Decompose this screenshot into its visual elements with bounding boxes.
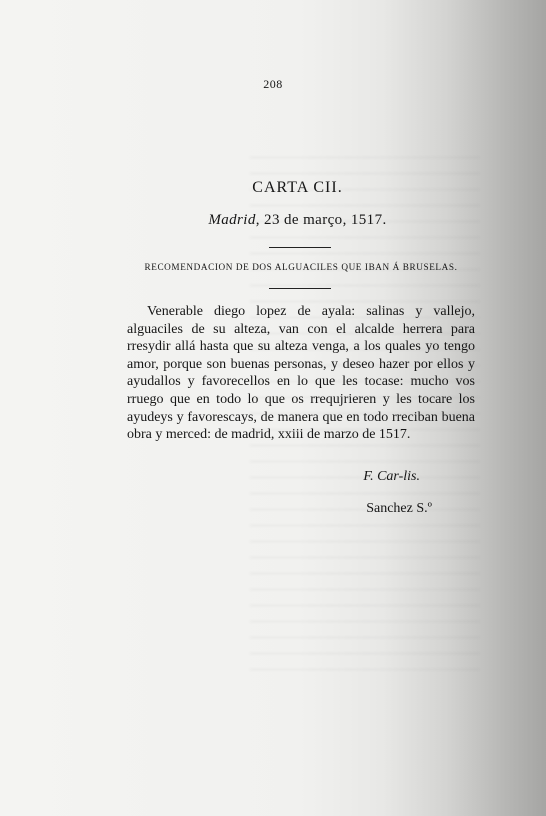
signature: F. Car-lis. [363, 469, 420, 484]
dateline-place: Madrid [208, 212, 256, 228]
dateline [0, 212, 546, 229]
divider-bottom [269, 288, 331, 289]
letter-summary: RECOMENDACION DE DOS ALGUACILES QUE IBAN Á BRUSELAS. [144, 262, 458, 272]
letter-title: CARTA CII. [252, 179, 343, 196]
letter-body: Venerable diego lopez de ayala: salinas y vallejo, alguaciles de su alteza, van con el alcalde herrera para rresydir allá hasta que su alteza venga, a los quales yo tengo amor, porque son buenas personas, y deseo hazer por ellos y ayudallos y favorecellos en lo que les tocase: mucho vos rruego que en todo lo que os rrequjrieren y les tocare los ayudeys y favorescays, de manera que en todo rreciban buena obra y merced: de madrid, xxiii de marzo de 1517. [127, 304, 475, 443]
divider-top [269, 247, 331, 248]
page-number: 208 [263, 77, 283, 91]
countersignature: Sanchez S.º [366, 501, 432, 516]
dateline-date: , 23 de março, 1517. [255, 212, 387, 228]
